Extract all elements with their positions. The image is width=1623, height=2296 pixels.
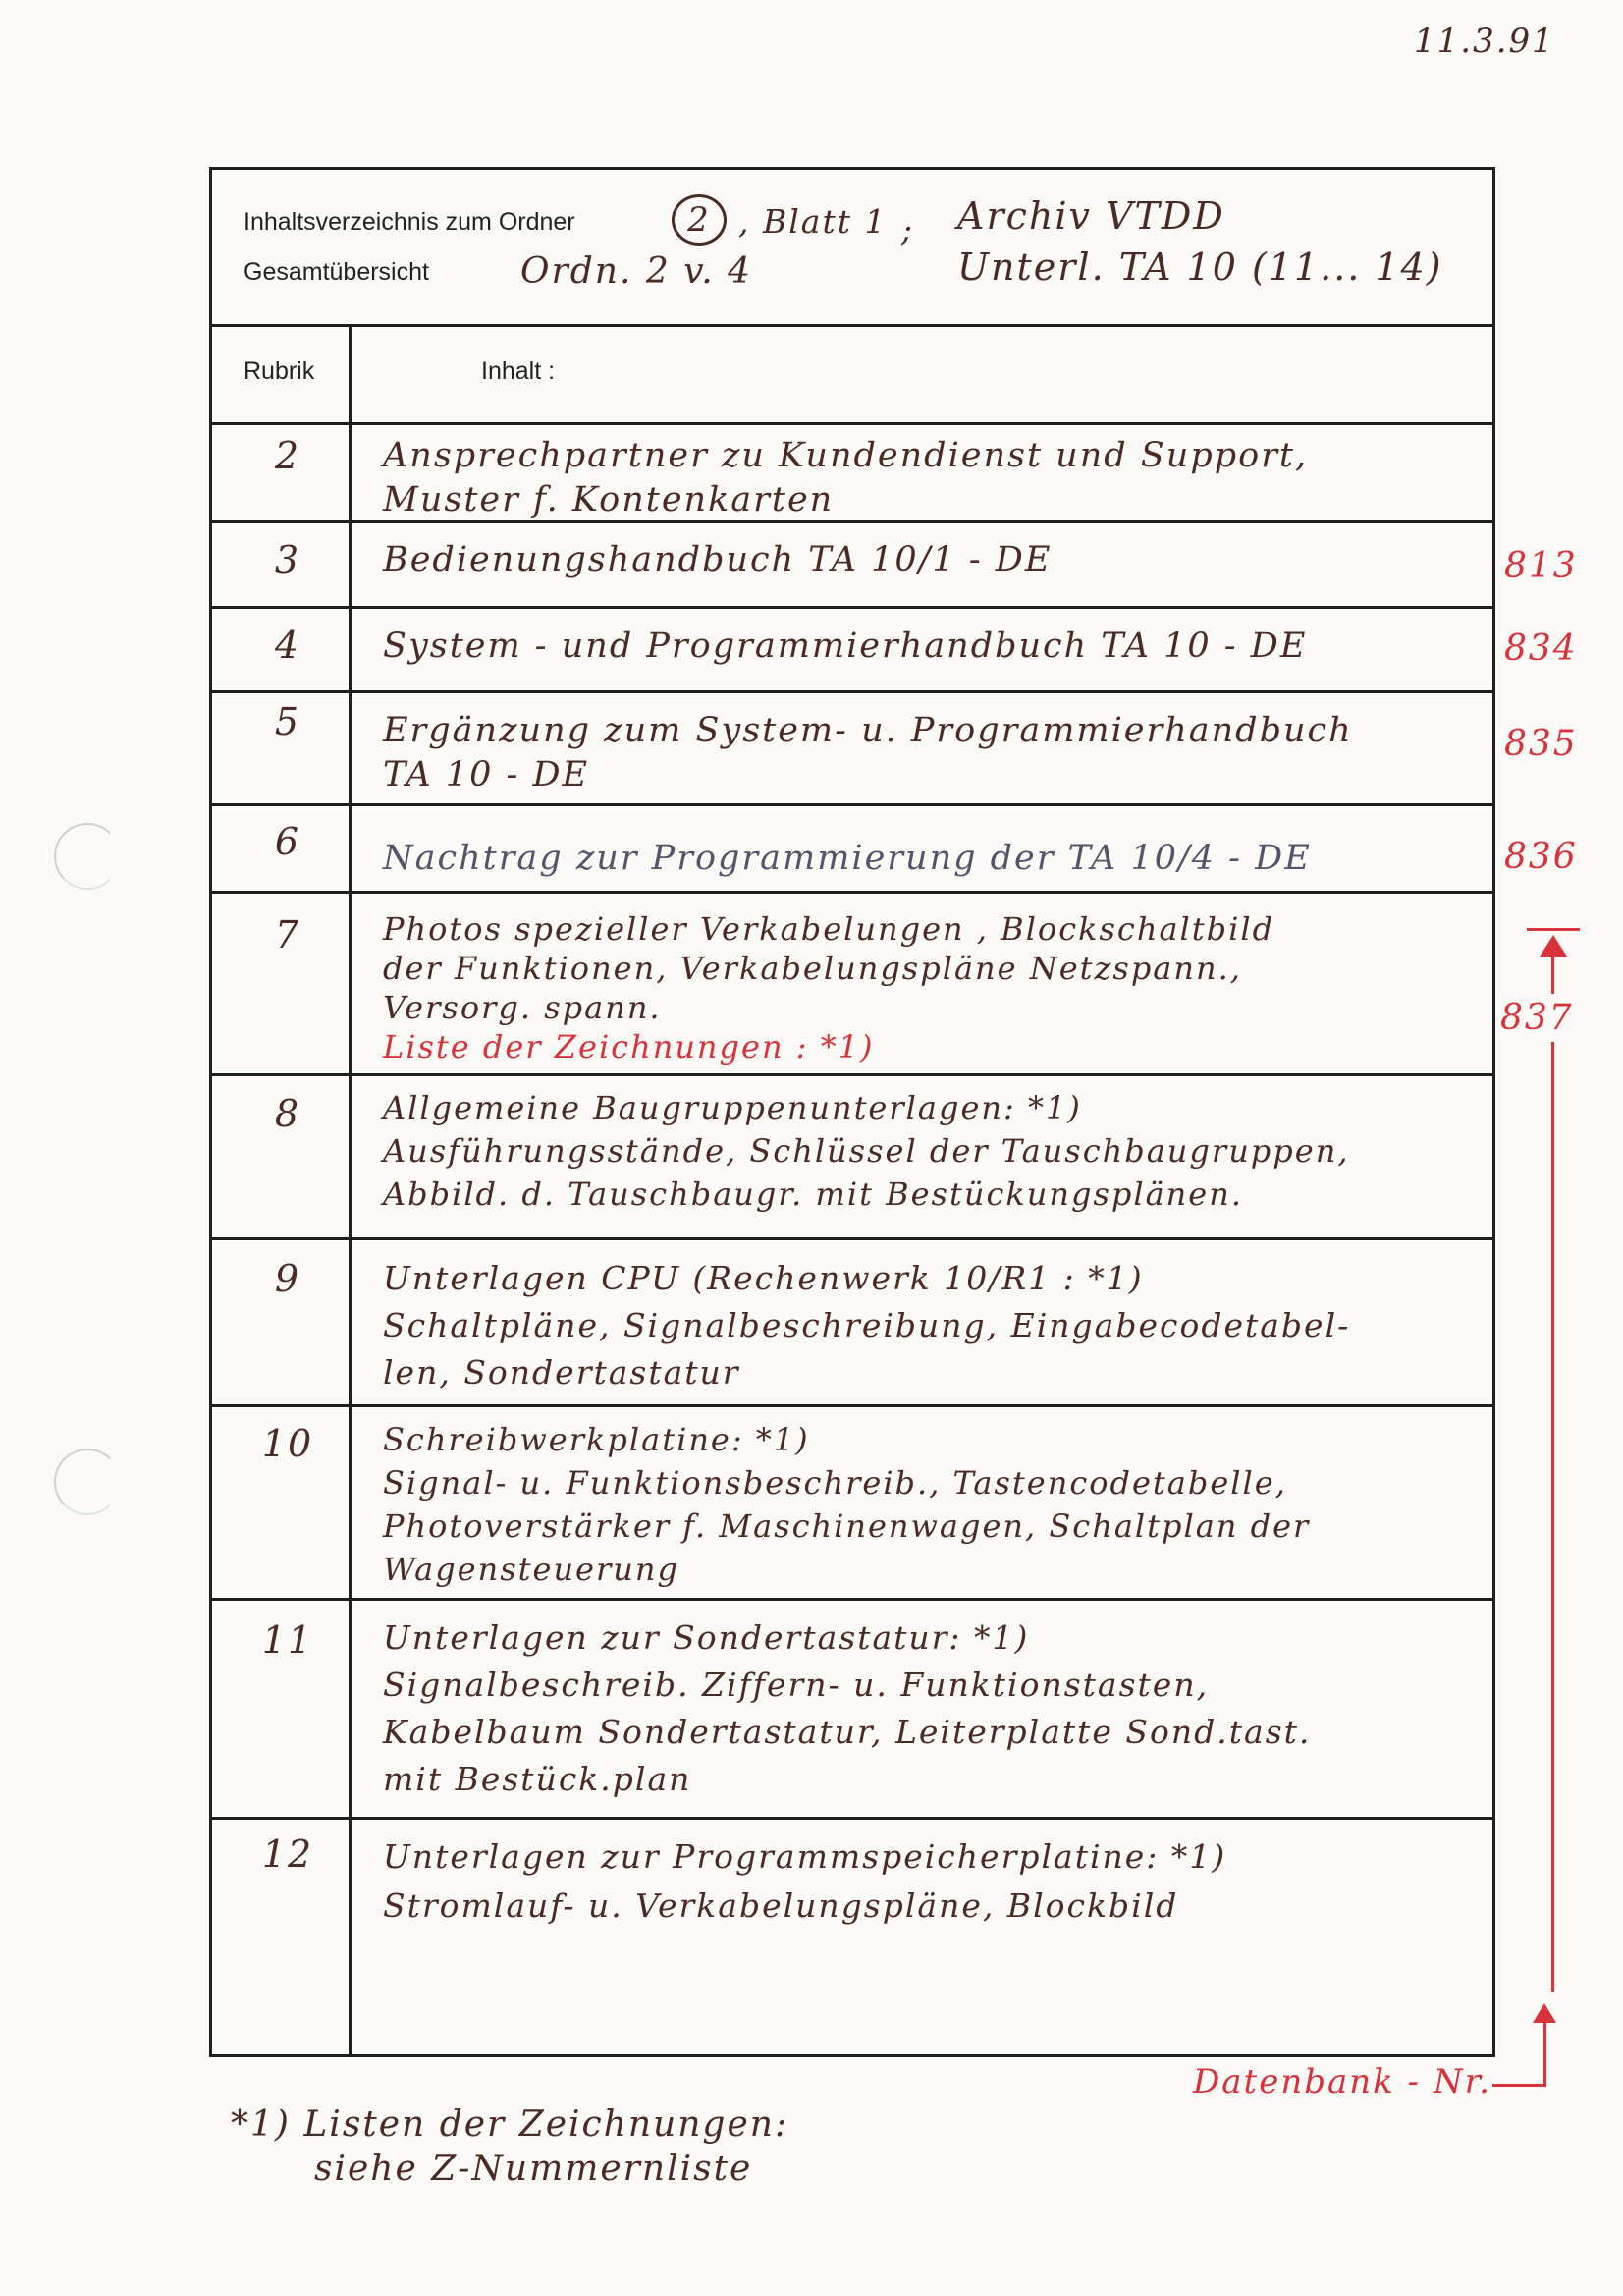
row-content: Nachtrag zur Programmierung der TA 10/4 - DE — [383, 839, 1312, 878]
database-number: 835 — [1504, 724, 1578, 764]
row-divider — [209, 1817, 1495, 1820]
datenbank-arrow-line — [1543, 2015, 1546, 2086]
rubrik-number: 10 — [261, 1422, 314, 1465]
database-number: 834 — [1504, 629, 1578, 669]
rubrik-number: 4 — [274, 624, 301, 667]
date: 11.3.91 — [1414, 22, 1555, 61]
separator: ; — [901, 210, 915, 248]
row-content: Schreibwerkplatine: *1) Signal- u. Funktionsbeschreib., Tastencodetabelle, Photoverstärker f. Maschinenwagen, Schaltplan der Wagensteuerung — [383, 1421, 1311, 1588]
ordner-number-circle — [672, 194, 727, 246]
punch-hole — [54, 1449, 121, 1515]
header-divider — [209, 324, 1495, 327]
range-database-number: 837 — [1500, 994, 1574, 1042]
row-divider — [209, 891, 1495, 894]
punch-hole — [54, 823, 121, 890]
range-arrow-top — [1527, 928, 1580, 931]
row-content: Bedienungshandbuch TA 10/1 - DE — [383, 540, 1053, 579]
row-divider — [209, 606, 1495, 609]
footnote-title: *1) Listen der Zeichnungen: — [231, 2105, 789, 2145]
rubrik-number: 7 — [274, 913, 301, 957]
drawings-list-note: Liste der Zeichnungen : *1) — [383, 1028, 875, 1066]
row-content: Unterlagen zur Sondertastatur: *1) Signalbeschreib. Ziffern- u. Funktionstasten, Kabelbaum Sondertastatur, Leiterplatte Sond.tast. mit Bestück.plan — [383, 1618, 1312, 1798]
row-content: Unterlagen zur Programmspeicherplatine: *1) Stromlauf- u. Verkabelungspläne, Blockbild — [383, 1837, 1227, 1925]
blatt: , Blatt 1 — [738, 202, 888, 241]
row-content: Allgemeine Baugruppenunterlagen: *1) Ausführungsstände, Schlüssel der Tauschbaugruppen, Abbild. d. Tauschbaugr. mit Bestückungsplänen. — [383, 1089, 1350, 1213]
row-content: Ansprechpartner zu Kundendienst und Support, Muster f. Kontenkarten — [383, 436, 1309, 519]
ordn: Ordn. 2 v. 4 — [520, 251, 753, 292]
row-content: Ergänzung zum System- u. Programmierhandbuch TA 10 - DE — [383, 711, 1353, 794]
rubrik-number: 6 — [274, 820, 301, 863]
row-divider — [209, 803, 1495, 806]
column-divider — [349, 324, 352, 2057]
archiv: Archiv VTDD — [957, 194, 1225, 238]
footnote-text: siehe Z-Nummernliste — [314, 2149, 753, 2189]
overview-label: Gesamtübersicht — [243, 258, 429, 286]
row-divider — [209, 690, 1495, 693]
row-content: Photos spezieller Verkabelungen , Blockschaltbild der Funktionen, Verkabelungspläne Netzspann., Versorg. spann. Liste der Zeichnungen : *1) — [383, 910, 1275, 1066]
row-divider — [209, 1598, 1495, 1601]
rubrik-number: 2 — [274, 434, 301, 477]
rubrik-number: 11 — [261, 1618, 314, 1662]
rubrik-number: 3 — [274, 538, 301, 581]
row-divider — [209, 1073, 1495, 1076]
row-divider — [209, 1404, 1495, 1407]
row-divider — [209, 1237, 1495, 1240]
rubrik-number: 9 — [274, 1257, 301, 1300]
row-content: System - und Programmierhandbuch TA 10 - DE — [383, 627, 1308, 666]
inhalt-header: Inhalt : — [481, 357, 556, 385]
range-arrow-line — [1551, 951, 1554, 1992]
rubrik-header: Rubrik — [243, 357, 315, 385]
index-label: Inhaltsverzeichnis zum Ordner — [243, 208, 575, 236]
database-number: 813 — [1504, 546, 1578, 586]
rubrik-number: 8 — [274, 1092, 301, 1135]
unterl: Unterl. TA 10 (11... 14) — [957, 246, 1443, 289]
row-content: Unterlagen CPU (Rechenwerk 10/R1 : *1) Schaltpläne, Signalbeschreibung, Eingabecodetabel- len, Sondertastatur — [383, 1259, 1351, 1392]
ordner-number: 2 — [687, 200, 711, 240]
rubrik-number: 5 — [274, 700, 301, 743]
database-number: 836 — [1504, 837, 1578, 877]
rubrik-number: 12 — [261, 1832, 314, 1876]
datenbank-label: Datenbank - Nr. — [1193, 2062, 1491, 2102]
column-header-divider — [209, 422, 1495, 425]
datenbank-arrow-line — [1492, 2084, 1546, 2087]
